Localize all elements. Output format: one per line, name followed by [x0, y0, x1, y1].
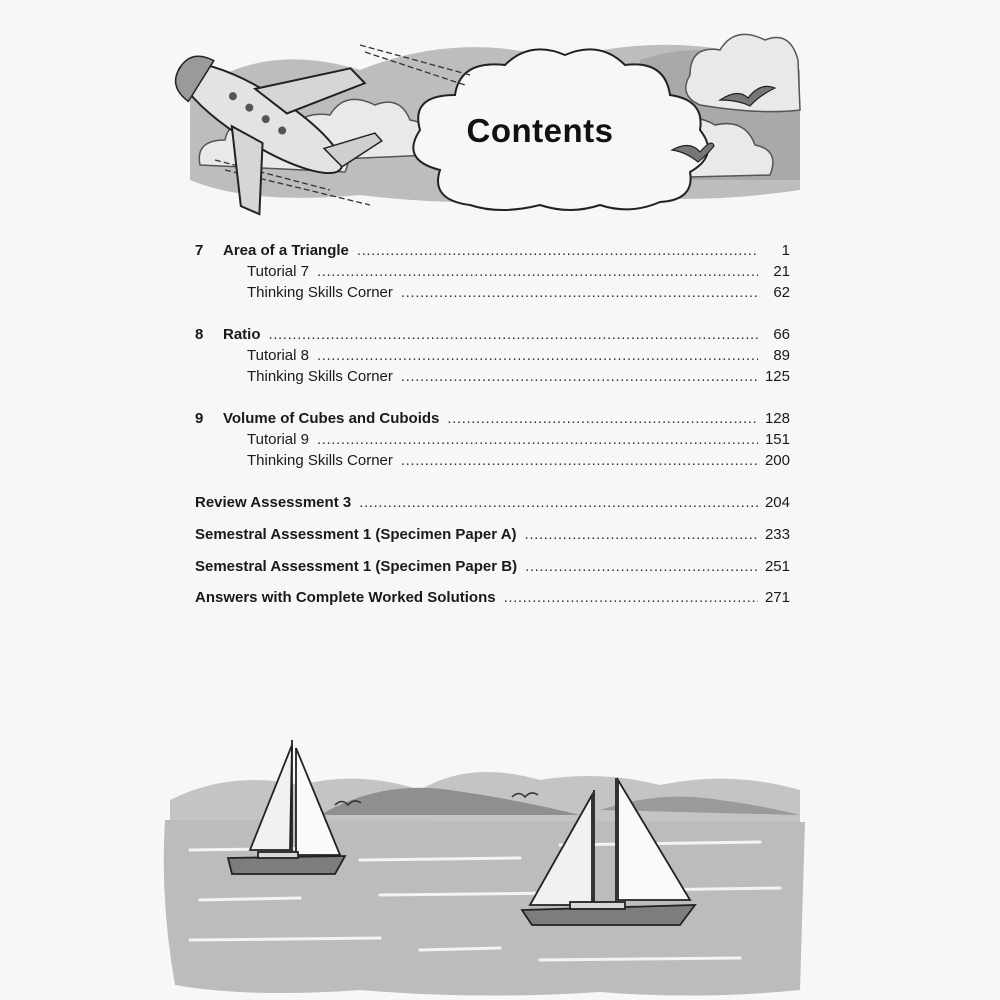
chapter-number: 7: [195, 242, 204, 259]
dot-leader: [269, 324, 759, 345]
toc-chapter-row[interactable]: [195, 408, 790, 429]
page-number: 251: [764, 558, 790, 575]
sub-item-label: Thinking Skills Corner: [247, 368, 393, 385]
page-number: 125: [764, 368, 790, 385]
sub-item-label: Thinking Skills Corner: [247, 284, 393, 301]
dot-leader: [317, 261, 758, 282]
airplane-clouds-illustration: [0, 0, 1000, 220]
dot-leader: [359, 492, 758, 513]
dot-leader: [504, 587, 758, 608]
sub-item-label: Tutorial 8: [247, 347, 309, 364]
chapter-number: 9: [195, 410, 204, 427]
page-number: 1: [781, 242, 790, 259]
dot-leader: [525, 556, 758, 577]
page-number: 21: [773, 263, 790, 280]
toc-sub-row[interactable]: [195, 261, 790, 282]
page-number: 271: [764, 589, 790, 606]
dot-leader: [317, 429, 758, 450]
toc-chapter-row[interactable]: [195, 324, 790, 345]
page-number: 89: [773, 347, 790, 364]
toc-section-row[interactable]: [195, 492, 790, 513]
page-number: 204: [764, 494, 790, 511]
page-number: 233: [764, 526, 790, 543]
toc-sub-row[interactable]: [195, 366, 790, 387]
page-number: 128: [764, 410, 790, 427]
toc-sub-row[interactable]: [195, 450, 790, 471]
dot-leader: [447, 408, 758, 429]
toc-chapter-row[interactable]: [195, 240, 790, 261]
dot-leader: [401, 450, 758, 471]
toc-section-row[interactable]: [195, 524, 790, 545]
section-title: Review Assessment 3: [195, 494, 352, 511]
page-number: 200: [764, 452, 790, 469]
section-title: Semestral Assessment 1 (Specimen Paper B): [195, 558, 518, 575]
page-number: 151: [764, 431, 790, 448]
toc-sub-row[interactable]: [195, 282, 790, 303]
toc-section-row[interactable]: [195, 556, 790, 577]
chapter-title: Volume of Cubes and Cuboids: [223, 410, 440, 427]
chapter-number: 8: [195, 326, 204, 343]
dot-leader: [317, 345, 758, 366]
dot-leader: [357, 240, 758, 261]
sub-item-label: Thinking Skills Corner: [247, 452, 393, 469]
toc-sub-row[interactable]: [195, 345, 790, 366]
chapter-title: Area of a Triangle: [223, 242, 349, 259]
section-title: Semestral Assessment 1 (Specimen Paper A): [195, 526, 517, 543]
toc-sub-row[interactable]: [195, 429, 790, 450]
chapter-title: Ratio: [223, 326, 261, 343]
table-of-contents: [195, 240, 790, 608]
dot-leader: [525, 524, 758, 545]
dot-leader: [401, 366, 758, 387]
sub-item-label: Tutorial 7: [247, 263, 309, 280]
page-title: Contents: [466, 112, 614, 149]
sub-item-label: Tutorial 9: [247, 431, 309, 448]
sailboats-illustration: [0, 730, 1000, 1000]
toc-section-row[interactable]: [195, 587, 790, 608]
page-number: 62: [773, 284, 790, 301]
page-number: 66: [773, 326, 790, 343]
dot-leader: [401, 282, 758, 303]
section-title: Answers with Complete Worked Solutions: [195, 589, 496, 606]
